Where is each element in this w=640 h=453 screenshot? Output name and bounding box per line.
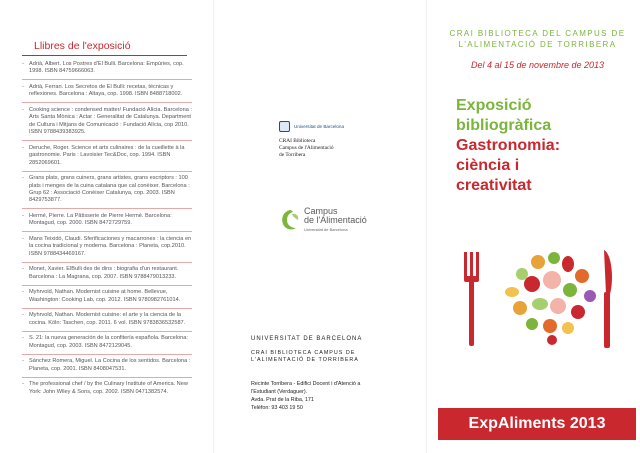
title-line: Gastronomia: — [456, 137, 561, 154]
title-line: ciència i — [456, 157, 520, 174]
title-divider — [22, 55, 187, 56]
crai-name-line: L'ALIMENTACIÓ DE TORRIBERA — [251, 357, 359, 363]
cover-header-line: CRAI BIBLIOTECA DEL CAMPUS DE — [449, 29, 626, 38]
book-entry — [22, 358, 192, 373]
ub-logo-text: Universitat de Barcelona — [294, 123, 345, 129]
entry-divider — [22, 231, 192, 232]
crai-name-line: CRAI BIBLIOTECA CAMPUS DE — [251, 350, 356, 356]
crai-name — [251, 350, 421, 364]
entry-divider — [22, 308, 192, 309]
book-entry-text: Adrià, Ferran. Los Secretos de El Bulli: recetas, técnicas y reflexiones. Barcelona : Altaya, cop. 1998. ISBN 8488718002. — [29, 84, 183, 98]
entry-divider — [22, 331, 192, 332]
book-entry-text: Mans Teixidó, Claudi. Sferificaciones y macarrones : la ciencia en la cocina tradicional y moderna. Barcelona : Planeta, cop.2010. ISBN 9788434469167. — [29, 236, 192, 257]
bullet-icon: - — [22, 289, 24, 296]
book-entry — [22, 236, 192, 258]
university-name: UNIVERSITAT DE BARCELONA — [251, 336, 363, 342]
entry-divider — [22, 79, 192, 80]
exhibition-title — [456, 96, 560, 196]
bullet-icon: - — [22, 266, 24, 273]
title-line: bibliogràfica — [456, 117, 552, 134]
book-entry — [22, 145, 192, 167]
bullet-icon: - — [22, 84, 24, 90]
book-entry-text: Adrià, Albert. Los Postres d'El Bulli. Barcelona: Empúries, cop. 1998. ISBN 84759666063. — [29, 61, 184, 75]
crai-logo-line: de Torribera — [279, 152, 306, 158]
ub-logo — [279, 121, 389, 132]
ub-crest-icon — [279, 121, 290, 132]
knife-icon — [604, 250, 612, 348]
book-entry — [22, 61, 192, 76]
campus-logo-word: Campus — [304, 206, 338, 216]
entry-divider — [22, 285, 192, 286]
cutlery-food-illustration — [456, 240, 626, 350]
crai-logo-line: Campus de l'Alimentació — [279, 145, 334, 151]
bullet-icon: - — [22, 381, 24, 388]
title-line: Exposició — [456, 97, 532, 114]
book-entry — [22, 289, 192, 304]
entry-divider — [22, 140, 192, 141]
book-entry-text: Monet, Xavier. ElBulli des de dins : biografia d'un restaurant. Barcelona : La Magrana, cop. 2007. ISBN 9788479013233. — [29, 266, 179, 280]
cover-header-line: L'ALIMENTACIÓ DE TORRIBERA — [458, 40, 617, 49]
entry-divider — [22, 262, 192, 263]
campus-logo-word: de l'Alimentació — [304, 215, 367, 225]
left-panel — [0, 0, 213, 453]
entry-divider — [22, 377, 192, 378]
bullet-icon: - — [22, 358, 24, 365]
address-line: Recinte Torribera - Edifici Docent i d'Atenció a — [251, 381, 361, 387]
bullet-icon: - — [22, 335, 24, 342]
book-entry-text: The professional chef / by the Culinary Institute of America. New York: John Wiley & Sons, cop. 2002. ISBN 0471382574. — [29, 381, 188, 395]
crai-logo-text — [279, 138, 389, 159]
cover-header — [440, 28, 635, 50]
exhibition-dates: Del 4 al 15 de novembre de 2013 — [470, 60, 605, 70]
book-list — [22, 61, 192, 400]
address-line: Avda. Prat de la Riba, 171 — [251, 397, 314, 403]
book-entry — [22, 335, 192, 350]
entry-divider — [22, 171, 192, 172]
book-entry-text: Sánchez Romera, Miguel. La Cocina de los sentidos. Barcelona : Planeta, cop. 2001. ISBN 8408047531. — [29, 358, 191, 372]
bullet-icon: - — [22, 213, 24, 220]
middle-panel — [213, 0, 426, 453]
food-cluster-icon — [505, 252, 596, 345]
book-entry — [22, 175, 192, 205]
entry-divider — [22, 102, 192, 103]
book-list-title: Llibres de l'exposició — [34, 40, 131, 52]
book-entry — [22, 266, 192, 281]
contact-block — [251, 336, 421, 412]
phone-line: Telèfon: 93 403 19 50 — [251, 405, 303, 411]
title-line: creativitat — [456, 177, 532, 194]
fork-icon — [464, 252, 479, 346]
campus-leaf-icon — [279, 208, 301, 232]
campus-logo — [279, 207, 399, 232]
event-banner: ExpAliments 2013 — [438, 408, 636, 440]
bullet-icon: - — [22, 312, 24, 319]
entry-divider — [22, 208, 192, 209]
campus-logo-sub: Universitat de Barcelona — [304, 227, 348, 232]
cover-panel — [426, 0, 640, 453]
crai-logo-line: CRAI Biblioteca — [279, 138, 316, 144]
bullet-icon: - — [22, 144, 24, 151]
bullet-icon: - — [22, 107, 24, 113]
book-entry — [22, 84, 192, 99]
book-entry — [22, 213, 192, 228]
book-entry-text: Grans plats, grans cuiners, grans artistes, grans escriptors : 100 plats i menges de la cuina catalana que cal conèixer. Barcelona : Grup 62 : Associació Conèixer Catalunya, cop. 2003. ISBN 8429753877. — [29, 175, 190, 204]
bullet-icon: - — [22, 61, 24, 67]
book-entry — [22, 312, 192, 327]
crai-logo — [279, 121, 389, 159]
book-entry-text: Hermé, Pierre. La Pâtisserie de Pierre Hermé. Barcelona: Montagud, cop. 2000. ISBN 8472729759. — [29, 213, 172, 227]
book-entry — [22, 107, 192, 137]
bullet-icon: - — [22, 236, 24, 243]
address-line: l'Estudiant (Verdaguer). — [251, 389, 308, 395]
entry-divider — [22, 354, 192, 355]
book-entry-text: Myhrvold, Nathan. Modernist cuisine: el arte y la ciencia de la cocina. Köln: Taschen, cop. 2011. 6 vol. ISBN 9783836532587. — [29, 312, 186, 326]
book-entry-text: Cooking science : condensed matter/ Fundació Alícia. Barcelona : Arts Santa Mònica : Actar : Generalitat de Catalunya. Department de Cultura i Mitjans de Comunicació : Fundació Alícia, cop 2010. ISBN 9788439383925. — [29, 107, 192, 136]
book-entry — [22, 381, 192, 396]
bullet-icon: - — [22, 175, 24, 182]
book-entry-text: Myhrvold, Nathan. Modernist cuisine at home. Bellevue, Washington: Cooking Lab, cop. 2012. ISBN 9780982761014. — [29, 289, 181, 303]
book-entry-text: Deruche, Roger. Science et arts culinaires : de la cueillette à la gastronomie. Paris : Lavoisier Tec&Doc, cop. 1994. ISBN 2852069601. — [29, 144, 185, 166]
book-entry-text: S. 21: la nueva generación de la confitería española. Barcelona: Montagud, cop. 2003. ISBN 8472129045. — [29, 335, 188, 349]
address — [251, 380, 421, 412]
